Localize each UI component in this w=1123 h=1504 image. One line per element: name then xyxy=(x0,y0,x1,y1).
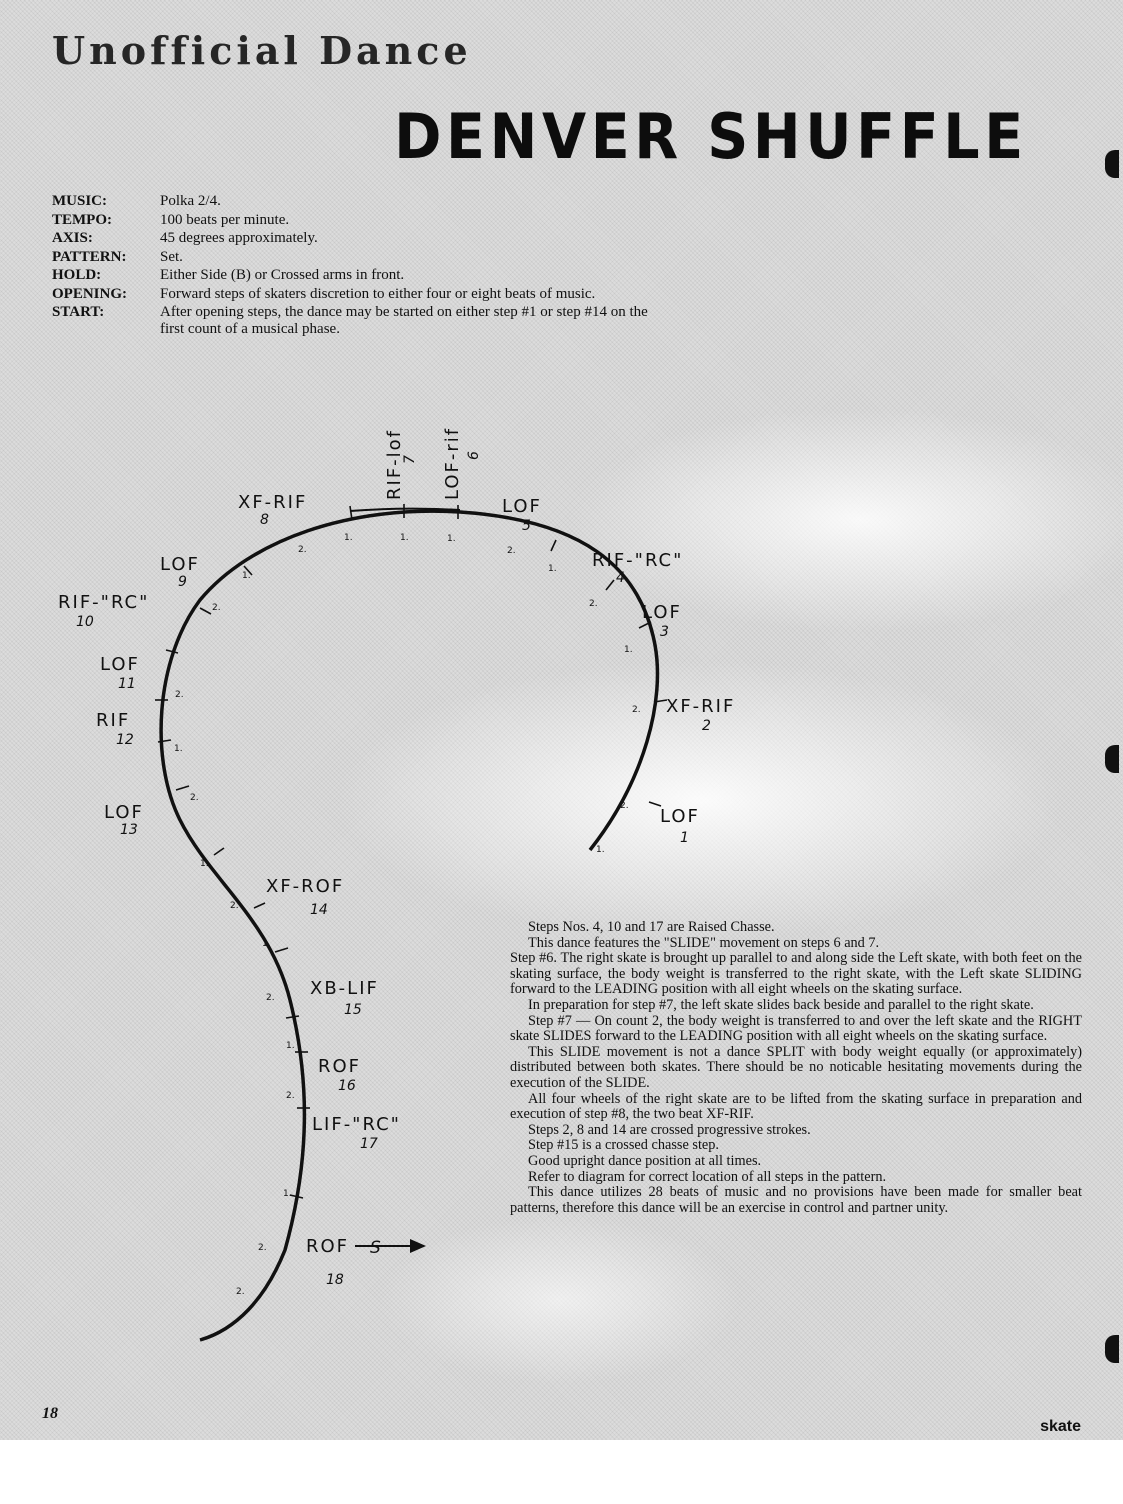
step-label-4: RIF-"RC" xyxy=(592,550,684,571)
svg-text:1.: 1. xyxy=(242,571,251,581)
bottom-margin xyxy=(0,1440,1123,1504)
spec-label: HOLD: xyxy=(52,267,102,283)
step-number-15: 15 xyxy=(344,1002,362,1018)
spec-label: TEMPO: xyxy=(52,211,112,228)
svg-text:2.: 2. xyxy=(507,546,516,556)
dance-specs xyxy=(52,193,652,339)
spec-value: Either Side (B) or Crossed arms in front. xyxy=(160,267,405,283)
note-paragraph: Steps 2, 8 and 14 are crossed progressive strokes. xyxy=(528,1121,811,1138)
svg-text:2.: 2. xyxy=(258,1243,267,1253)
step-label-16: ROF xyxy=(318,1056,362,1077)
note-paragraph: Step #7 — On count 2, the body weight is transferred to and over the left skate and the RIGHT skate SLIDES forward to the LEADING position with all eight wheels on the skating surface. xyxy=(510,1012,1082,1045)
svg-text:2.: 2. xyxy=(298,545,307,555)
spec-row-tempo xyxy=(52,212,652,229)
svg-text:2.: 2. xyxy=(589,599,598,609)
step-label-6: LOF-rif xyxy=(442,426,463,500)
note-paragraph: In preparation for step #7, the left skate slides back beside and parallel to the right skate. xyxy=(528,996,1034,1013)
spec-value: Forward steps of skaters discretion to either four or eight beats of music. xyxy=(160,285,596,302)
step-label-13: LOF xyxy=(104,802,144,823)
step-number-4: 4 xyxy=(616,570,625,586)
step-number-2: 2 xyxy=(702,718,711,734)
svg-text:2.: 2. xyxy=(286,1091,295,1101)
edge-ring-mark xyxy=(1105,1335,1119,1363)
svg-text:1.: 1. xyxy=(200,859,209,869)
svg-text:1.: 1. xyxy=(286,1041,295,1051)
svg-text:2.: 2. xyxy=(236,1287,245,1297)
step-label-14: XF-ROF xyxy=(266,876,345,897)
step-number-12: 12 xyxy=(116,732,134,748)
svg-text:2.: 2. xyxy=(620,801,629,811)
step-label-11: LOF xyxy=(100,654,140,675)
step-number-6: 6 xyxy=(466,451,482,460)
step-number-8: 8 xyxy=(260,512,269,528)
svg-text:1.: 1. xyxy=(548,564,557,574)
svg-text:1.: 1. xyxy=(624,645,633,655)
svg-text:2.: 2. xyxy=(212,603,221,613)
svg-text:1.: 1. xyxy=(344,533,353,543)
spec-label: PATTERN: xyxy=(52,248,127,265)
step-label-7: RIF-lof xyxy=(384,428,405,500)
spec-row-axis xyxy=(52,230,652,247)
magazine-name: skate xyxy=(1040,1418,1081,1435)
step-label-2: XF-RIF xyxy=(666,696,736,717)
step-number-13: 13 xyxy=(120,822,138,838)
step-label-1: LOF xyxy=(660,806,700,827)
svg-text:2.: 2. xyxy=(190,793,199,803)
spec-label: AXIS: xyxy=(52,230,93,246)
note-paragraph: Step #6. The right skate is brought up parallel to and along side the Left skate, with both feet on the skating surface, the body weight is transferred to the right skate, with the Left skate SLIDING forward to the LEADING position with all eight wheels on the skating surface. xyxy=(510,950,1082,998)
step-number-9: 9 xyxy=(178,574,187,590)
step-number-11: 11 xyxy=(118,676,136,692)
step-label-18: ROF xyxy=(306,1236,350,1257)
svg-text:2.: 2. xyxy=(632,705,641,715)
page-kicker: Unofficial Dance xyxy=(52,28,472,73)
step-number-18: 18 xyxy=(326,1272,344,1288)
step-number-16: 16 xyxy=(338,1078,356,1094)
step-number-17: 17 xyxy=(360,1136,378,1152)
spec-value: After opening steps, the dance may be started on either step #1 or step #14 on the first count of a musical phase. xyxy=(160,304,648,337)
spec-label: START: xyxy=(52,304,105,320)
svg-text:1.: 1. xyxy=(262,939,271,949)
page-number: 18 xyxy=(42,1405,58,1422)
note-paragraph: This dance features the "SLIDE" movement on steps 6 and 7. xyxy=(528,934,880,951)
spec-row-hold xyxy=(52,267,652,284)
step-label-10: RIF-"RC" xyxy=(58,592,150,613)
svg-text:1.: 1. xyxy=(447,534,456,544)
step-label-5: LOF xyxy=(502,496,542,517)
step-label-9: LOF xyxy=(160,554,200,575)
spec-row-opening xyxy=(52,286,652,303)
spec-label: MUSIC: xyxy=(52,193,107,209)
svg-text:2.: 2. xyxy=(175,690,184,700)
step-number-10: 10 xyxy=(76,614,94,630)
edge-ring-mark xyxy=(1105,150,1119,178)
step-number-3: 3 xyxy=(660,624,669,640)
edge-ring-mark xyxy=(1105,745,1119,773)
svg-text:1.: 1. xyxy=(596,845,605,855)
step-label-17: LIF-"RC" xyxy=(312,1114,401,1135)
step-label-12: RIF xyxy=(96,710,131,731)
step-label-3: LOF xyxy=(642,602,682,623)
svg-text:1.: 1. xyxy=(174,744,183,754)
step-label-15: XB-LIF xyxy=(310,978,379,999)
spec-value: Polka 2/4. xyxy=(160,193,221,209)
spec-value: 100 beats per minute. xyxy=(160,211,290,228)
note-paragraph: Steps Nos. 4, 10 and 17 are Raised Chasse. xyxy=(528,919,775,935)
svg-text:2.: 2. xyxy=(230,901,239,911)
svg-text:1.: 1. xyxy=(400,533,409,543)
step-number-7: 7 xyxy=(402,455,418,464)
start-marker: S xyxy=(370,1238,381,1258)
spec-row-music xyxy=(52,193,652,210)
dance-notes xyxy=(510,920,1082,1216)
spec-label: OPENING: xyxy=(52,285,127,302)
spec-value: 45 degrees approximately. xyxy=(160,230,318,246)
note-paragraph: Step #15 is a crossed chasse step. xyxy=(528,1137,719,1154)
note-paragraph: All four wheels of the right skate are to be lifted from the skating surface in preparation and execution of step #8, the two beat XF-RIF. xyxy=(510,1090,1082,1123)
spec-row-start xyxy=(52,304,652,337)
step-number-5: 5 xyxy=(522,518,531,534)
svg-text:1.: 1. xyxy=(283,1189,292,1199)
spec-row-pattern xyxy=(52,249,652,266)
note-paragraph: Refer to diagram for correct location of all steps in the pattern. xyxy=(528,1168,887,1185)
note-paragraph: This dance utilizes 28 beats of music and no provisions have been made for smaller beat patterns, therefore this dance will be an exercise in control and partner unity. xyxy=(510,1184,1082,1216)
dance-pattern-diagram xyxy=(0,390,800,1390)
step-number-1: 1 xyxy=(680,830,689,846)
page-title: DENVER SHUFFLE xyxy=(394,100,1028,173)
start-arrow-icon xyxy=(355,1239,426,1253)
step-label-8: XF-RIF xyxy=(238,492,308,513)
svg-text:2.: 2. xyxy=(266,993,275,1003)
note-paragraph: Good upright dance position at all times. xyxy=(528,1152,762,1169)
note-paragraph: This SLIDE movement is not a dance SPLIT with body weight equally (or approximately) distributed between both skates. There should be no noticable hesitating movements during the execution of the SLIDE. xyxy=(510,1043,1082,1091)
spec-value: Set. xyxy=(160,248,183,265)
step-number-14: 14 xyxy=(310,902,328,918)
